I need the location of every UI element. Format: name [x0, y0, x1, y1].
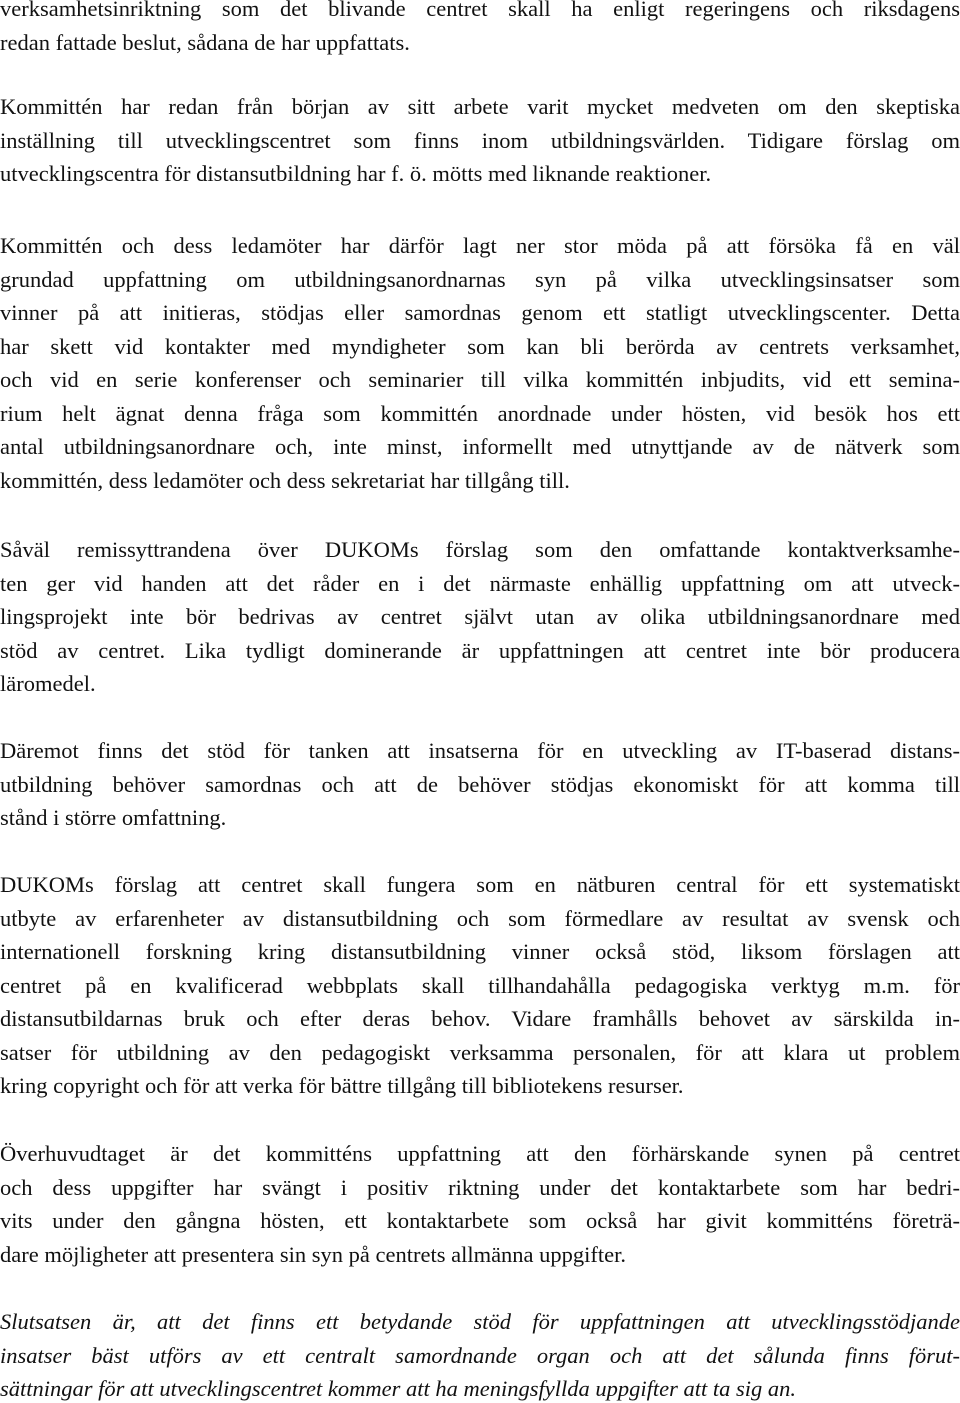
text-line: har skett vid kontakter med myndigheter som kan bli berörda av centrets verksamhet, — [0, 333, 960, 359]
text-line: DUKOMs förslag att centret skall fungera som en nätburen central för ett systematiskt — [0, 872, 960, 897]
text-line: läromedel. — [0, 671, 96, 696]
text-line: ten ger vid handen att det råder en i det närmaste enhällig uppfattning om att utveck- — [0, 570, 960, 596]
text-line: distansutbildarnas bruk och efter deras behov. Vidare framhålls behovet av särskilda in- — [0, 1006, 960, 1031]
text-line: dare möjligheter att presentera sin syn på centrets allmänna uppgifter. — [0, 1241, 627, 1267]
text-line: Kommittén och dess ledamöter har därför lagt ner stor möda på att försöka få en väl — [0, 233, 960, 258]
text-line: Överhuvudtaget är det kommitténs uppfattning att den förhärskande synen på centret — [0, 1141, 960, 1166]
text-line: utbyte av erfarenheter av distansutbildning och som förmedlare av resultat av svensk och — [0, 905, 960, 931]
text-line: verksamhetsinriktning som det blivande centret skall ha enligt regeringens och riksdagens — [0, 0, 960, 21]
text-line: stånd i större omfattning. — [0, 805, 227, 830]
text-line: inställning till utvecklingscentret som finns inom utbildningsvärlden. Tidigare förslag om — [0, 127, 960, 153]
text-line: centret på en kvalificerad webbplats skall tillhandahålla pedagogiska verktyg m.m. för — [0, 972, 960, 998]
text-line: redan fattade beslut, sådana de har uppfattats. — [0, 29, 410, 55]
text-line: internationell forskning kring distansutbildning vinner också stöd, liksom förslagen att — [0, 939, 960, 964]
text-line: Kommittén har redan från början av sitt arbete varit mycket medveten om den skeptiska — [0, 94, 960, 119]
text-line: rium helt ägnat denna fråga som kommittén anordnade under hösten, vid besök hos ett — [0, 400, 960, 426]
text-line: utbildning behöver samordnas och att de behöver stödjas ekonomiskt för att komma till — [0, 771, 960, 797]
paragraph-2 — [0, 90, 960, 191]
text-line: insatser bäst utförs av ett centralt samordnande organ och att det sålunda finns förut- — [0, 1342, 960, 1368]
text-line: kommittén, dess ledamöter och dess sekretariat har tillgång till. — [0, 467, 570, 493]
text-line: stöd av centret. Lika tydligt dominerande är uppfattningen att centret inte bör producera — [0, 637, 960, 663]
text-line: Såväl remissyttrandena över DUKOMs förslag som den omfattande kontaktverksamhe- — [0, 537, 960, 562]
text-line: sättningar för att utvecklingscentret kommer att ha meningsfyllda uppgifter att ta sig an. — [0, 1376, 796, 1401]
text-line: och vid en serie konferenser och seminarier till vilka kommittén inbjudits, vid ett semina- — [0, 367, 960, 392]
paragraph-5 — [0, 734, 960, 835]
text-line: antal utbildningsanordnare och, inte minst, informellt med utnyttjande av de nätverk som — [0, 434, 960, 459]
text-line: grundad uppfattning om utbildningsanordnarnas syn på vilka utvecklingsinsatser som — [0, 266, 960, 292]
paragraph-7 — [0, 1137, 960, 1271]
text-line: Däremot finns det stöd för tanken att insatserna för en utveckling av IT-baserad distans- — [0, 738, 960, 763]
paragraph-1 — [0, 0, 960, 59]
paragraph-8-conclusion — [0, 1305, 960, 1403]
text-line: Slutsatsen är, att det finns ett betydande stöd för uppfattningen att utvecklingsstödjande — [0, 1309, 960, 1334]
text-line: kring copyright och för att verka för bättre tillgång till bibliotekens resurser. — [0, 1073, 684, 1098]
paragraph-3 — [0, 229, 960, 497]
paragraph-6 — [0, 868, 960, 1103]
text-line: satser för utbildning av den pedagogiskt verksamma personalen, för att klara ut problem — [0, 1039, 960, 1065]
text-line: vinner på att initieras, stödjas eller samordnas genom ett statligt utvecklingscenter. Detta — [0, 300, 960, 325]
text-line: lingsprojekt inte bör bedrivas av centret självt utan av olika utbildningsanordnare med — [0, 604, 960, 629]
text-line: utvecklingscentra för distansutbildning har f. ö. mötts med liknande reaktioner. — [0, 161, 712, 186]
text-line: vits under den gångna hösten, ett kontaktarbete som också har givit kommitténs företrä- — [0, 1208, 960, 1233]
paragraph-4 — [0, 533, 960, 701]
text-line: och dess uppgifter har svängt i positiv riktning under det kontaktarbete som har bedri- — [0, 1174, 960, 1200]
